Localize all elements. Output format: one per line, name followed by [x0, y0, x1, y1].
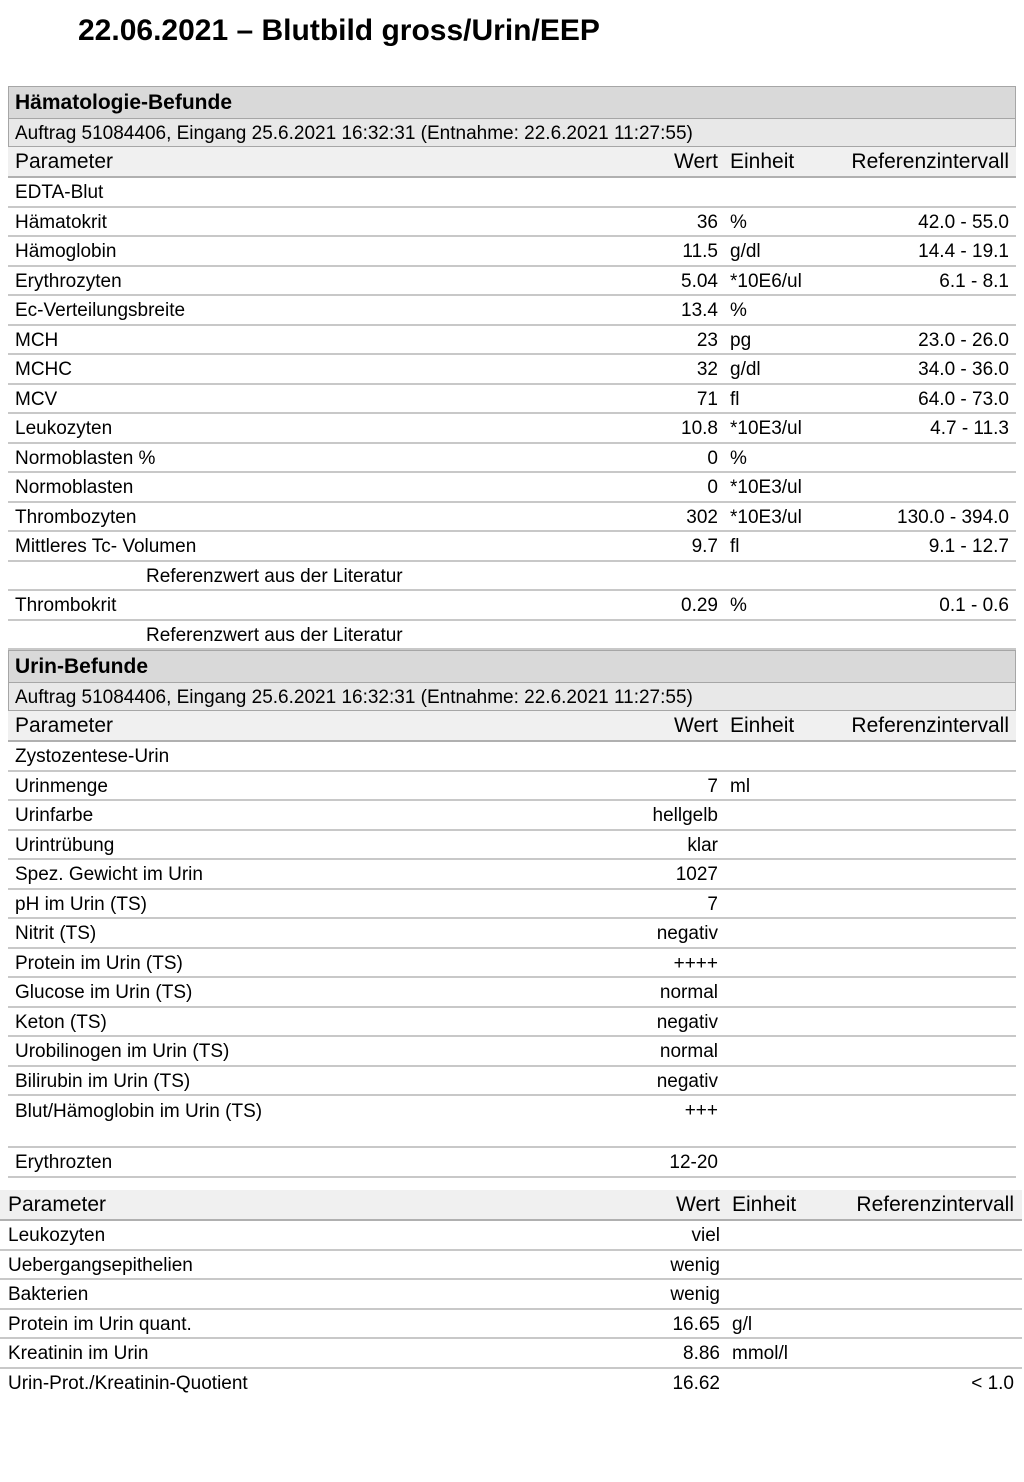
- haematology-rows: [8, 178, 1016, 650]
- note-row: [8, 621, 1016, 651]
- parameter-cell: Urintrübung: [15, 834, 115, 856]
- reference-cell: 9.1 - 12.7: [928, 536, 1009, 557]
- value-cell: 5.04: [681, 270, 718, 292]
- table-row: [0, 1369, 1022, 1399]
- parameter-cell: EDTA-Blut: [15, 182, 104, 203]
- table-row: [8, 503, 1016, 533]
- reference-cell: 34.0 - 36.0: [918, 359, 1009, 380]
- parameter-cell: Spez. Gewicht im Urin: [15, 864, 203, 885]
- col-wert: Wert: [676, 1193, 720, 1216]
- unit-cell: *10E3/ul: [730, 418, 802, 439]
- unit-cell: g/l: [732, 1313, 753, 1335]
- value-cell: 9.7: [691, 536, 718, 557]
- unit-cell: fl: [730, 388, 740, 410]
- value-cell: 0: [707, 477, 718, 498]
- table-row: [8, 742, 1016, 772]
- table-row: [8, 385, 1016, 415]
- col-einheit: Einheit: [730, 714, 795, 737]
- parameter-cell: Hämoglobin: [15, 241, 117, 262]
- unit-cell: ml: [730, 775, 751, 797]
- unit-cell: mmol/l: [732, 1343, 788, 1364]
- table-row: [8, 237, 1016, 267]
- note-row: [8, 562, 1016, 592]
- col-referenz: Referenzintervall: [851, 150, 1009, 173]
- parameter-cell: MCV: [15, 388, 58, 410]
- value-cell: hellgelb: [652, 805, 718, 826]
- table-row: [0, 1251, 1022, 1281]
- unit-cell: *10E3/ul: [730, 477, 802, 498]
- parameter-cell: Normoblasten: [15, 477, 134, 498]
- table-row: [8, 591, 1016, 621]
- table-row: [8, 1067, 1016, 1097]
- col-wert: Wert: [674, 714, 718, 737]
- col-wert: Wert: [674, 150, 718, 173]
- value-cell: 23: [696, 329, 718, 351]
- table-row: [8, 208, 1016, 238]
- col-parameter: Parameter: [8, 1193, 107, 1216]
- table-row: [8, 949, 1016, 979]
- value-cell: 8.86: [683, 1343, 720, 1364]
- reference-cell: 130.0 - 394.0: [897, 506, 1009, 528]
- reference-cell: 4.7 - 11.3: [930, 418, 1009, 439]
- value-cell: 16.65: [672, 1313, 720, 1335]
- value-cell: 0: [707, 447, 718, 469]
- col-parameter: Parameter: [15, 714, 114, 737]
- value-cell: normal: [659, 982, 718, 1003]
- parameter-cell: Protein im Urin quant.: [8, 1313, 192, 1335]
- value-cell: wenig: [670, 1284, 720, 1305]
- col-referenz: Referenzintervall: [851, 714, 1009, 737]
- value-cell: 12-20: [669, 1152, 718, 1173]
- table-header: [8, 147, 1016, 178]
- value-cell: normal: [659, 1041, 718, 1062]
- unit-cell: fl: [730, 536, 740, 557]
- unit-cell: %: [730, 300, 747, 321]
- value-cell: negativ: [656, 1070, 718, 1092]
- reference-cell: 14.4 - 19.1: [918, 241, 1009, 262]
- col-einheit: Einheit: [730, 150, 795, 173]
- value-cell: 7: [707, 775, 718, 797]
- unit-cell: g/dl: [730, 241, 761, 262]
- reference-cell: 0.1 - 0.6: [939, 595, 1009, 616]
- value-cell: wenig: [670, 1254, 720, 1276]
- parameter-cell: Leukozyten: [8, 1225, 106, 1246]
- parameter-cell: Nitrit (TS): [15, 923, 97, 944]
- reference-cell: 6.1 - 8.1: [939, 270, 1009, 292]
- reference-note: Referenzwert aus der Literatur: [146, 624, 403, 646]
- unit-cell: %: [730, 595, 747, 616]
- table-row: [8, 414, 1016, 444]
- table-row: [8, 178, 1016, 208]
- table-row: [0, 1280, 1022, 1310]
- parameter-cell: Uebergangsepithelien: [8, 1254, 193, 1276]
- parameter-cell: Mittleres Tc- Volumen: [15, 536, 197, 557]
- table-row: [0, 1339, 1022, 1369]
- value-cell: 13.4: [681, 300, 718, 321]
- value-cell: 71: [696, 388, 718, 410]
- value-cell: +++: [684, 1100, 718, 1121]
- parameter-cell: Keton (TS): [15, 1011, 107, 1033]
- parameter-cell: Bilirubin im Urin (TS): [15, 1070, 191, 1092]
- parameter-cell: Ec-Verteilungsbreite: [15, 300, 186, 321]
- value-cell: 16.62: [672, 1372, 720, 1394]
- reference-cell: 23.0 - 26.0: [918, 329, 1009, 351]
- sediment-rows: [0, 1221, 1022, 1398]
- col-referenz: Referenzintervall: [856, 1193, 1014, 1216]
- table-row: [8, 978, 1016, 1008]
- order-info-haematology: Auftrag 51084406, Eingang 25.6.2021 16:32:31 (Entnahme: 22.6.2021 11:27:55): [8, 118, 1016, 147]
- parameter-cell: pH im Urin (TS): [15, 893, 147, 915]
- value-cell: negativ: [656, 923, 718, 944]
- table-row: [8, 890, 1016, 920]
- parameter-cell: Kreatinin im Urin: [8, 1343, 149, 1364]
- table-row: [8, 1148, 1016, 1178]
- col-einheit: Einheit: [732, 1193, 797, 1216]
- parameter-cell: Urobilinogen im Urin (TS): [15, 1041, 230, 1062]
- order-info-urine: Auftrag 51084406, Eingang 25.6.2021 16:32:31 (Entnahme: 22.6.2021 11:27:55): [8, 682, 1016, 711]
- unit-cell: *10E6/ul: [730, 270, 802, 292]
- value-cell: 302: [686, 506, 718, 528]
- urine-rows: [8, 742, 1016, 1178]
- sediment-table: [0, 1190, 1022, 1398]
- table-row: [8, 1008, 1016, 1038]
- unit-cell: %: [730, 211, 747, 233]
- table-row: [8, 532, 1016, 562]
- table-header: [8, 711, 1016, 742]
- value-cell: 0.29: [681, 595, 718, 616]
- table-row: [8, 919, 1016, 949]
- parameter-cell: Urinfarbe: [15, 805, 94, 826]
- value-cell: 7: [707, 893, 718, 915]
- col-parameter: Parameter: [15, 150, 114, 173]
- parameter-cell: Urinmenge: [15, 775, 108, 797]
- parameter-cell: MCH: [15, 329, 59, 351]
- unit-cell: *10E3/ul: [730, 506, 802, 528]
- table-row: [8, 831, 1016, 861]
- parameter-cell: MCHC: [15, 359, 72, 380]
- parameter-cell: Urin-Prot./Kreatinin-Quotient: [8, 1372, 248, 1394]
- parameter-cell: Blut/Hämoglobin im Urin (TS): [15, 1101, 263, 1122]
- table-header: [0, 1190, 1022, 1221]
- value-cell: klar: [687, 834, 718, 856]
- table-row: [8, 326, 1016, 356]
- parameter-cell: Thrombokrit: [15, 595, 117, 616]
- table-row: [0, 1310, 1022, 1340]
- reference-note: Referenzwert aus der Literatur: [146, 565, 403, 587]
- parameter-cell: Hämatokrit: [15, 211, 107, 233]
- table-row: [8, 1037, 1016, 1067]
- value-cell: 36: [696, 211, 718, 233]
- value-cell: ++++: [673, 952, 718, 974]
- value-cell: 32: [696, 359, 718, 380]
- report-main: [8, 86, 1016, 1178]
- table-row: [8, 355, 1016, 385]
- parameter-cell: Erythrozyten: [15, 270, 122, 292]
- value-cell: negativ: [656, 1011, 718, 1033]
- reference-cell: < 1.0: [971, 1372, 1014, 1394]
- value-cell: 11.5: [682, 241, 718, 262]
- unit-cell: %: [730, 447, 747, 469]
- table-row: [8, 473, 1016, 503]
- parameter-cell: Bakterien: [8, 1284, 89, 1305]
- table-row: [8, 267, 1016, 297]
- reference-cell: 64.0 - 73.0: [918, 388, 1009, 410]
- reference-cell: 42.0 - 55.0: [918, 211, 1009, 233]
- table-row: [8, 772, 1016, 802]
- parameter-cell: Leukozyten: [15, 418, 113, 439]
- value-cell: 10.8: [681, 418, 718, 439]
- parameter-cell: Zystozentese-Urin: [15, 746, 170, 767]
- value-cell: 1027: [675, 864, 718, 885]
- page-title: 22.06.2021 – Blutbild gross/Urin/EEP: [78, 14, 600, 47]
- table-row: [8, 1096, 1016, 1148]
- table-row: [8, 860, 1016, 890]
- parameter-cell: Glucose im Urin (TS): [15, 982, 193, 1003]
- parameter-cell: Erythrozten: [15, 1152, 113, 1173]
- table-row: [8, 296, 1016, 326]
- table-row: [8, 801, 1016, 831]
- section-heading-urine: Urin-Befunde: [8, 650, 1016, 682]
- table-row: [8, 444, 1016, 474]
- parameter-cell: Normoblasten %: [15, 447, 156, 469]
- section-heading-haematology: Hämatologie-Befunde: [8, 86, 1016, 118]
- parameter-cell: Thrombozyten: [15, 506, 137, 528]
- table-row: [0, 1221, 1022, 1251]
- unit-cell: pg: [730, 329, 752, 351]
- value-cell: viel: [691, 1225, 720, 1246]
- unit-cell: g/dl: [730, 359, 761, 380]
- parameter-cell: Protein im Urin (TS): [15, 952, 183, 974]
